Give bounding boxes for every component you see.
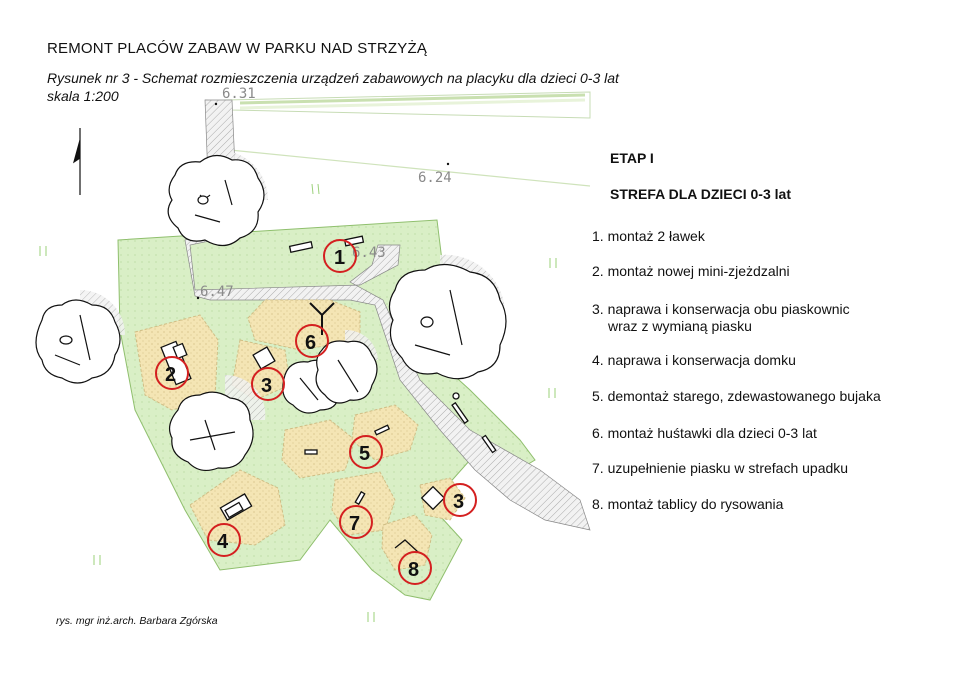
svg-text:3: 3 xyxy=(453,491,465,513)
svg-text:4: 4 xyxy=(217,531,229,553)
drawing-scale: skala 1:200 xyxy=(47,88,119,104)
rocker-5a xyxy=(305,450,317,454)
tree-lower-left xyxy=(170,392,253,470)
svg-text:7: 7 xyxy=(349,513,361,535)
elev-6-31: 6.31 xyxy=(222,86,256,102)
legend-item-2: 2. montaż nowej mini-zjeżdzalni xyxy=(592,263,790,279)
road xyxy=(205,92,590,186)
elev-6-47: 6.47 xyxy=(200,284,234,300)
svg-text:2: 2 xyxy=(165,364,177,386)
tree-top-left xyxy=(168,155,264,245)
svg-text:5: 5 xyxy=(359,443,371,465)
drawing-title: REMONT PLACÓW ZABAW W PARKU NAD STRZYŻĄ xyxy=(47,40,428,57)
legend-stage: ETAP I xyxy=(610,150,654,166)
svg-text:8: 8 xyxy=(408,559,420,581)
legend-item-8: 8. montaż tablicy do rysowania xyxy=(592,496,784,512)
svg-text:3: 3 xyxy=(261,375,273,397)
legend-item-5: 5. demontaż starego, zdewastowanego bujaka xyxy=(592,388,881,404)
tree-right xyxy=(389,264,506,378)
legend-item-6: 6. montaż huśtawki dla dzieci 0-3 lat xyxy=(592,425,817,441)
north-arrow xyxy=(74,128,80,195)
svg-text:1: 1 xyxy=(334,247,346,269)
legend-item-7: 7. uzupełnienie piasku w strefach upadku xyxy=(592,460,849,476)
svg-text:6: 6 xyxy=(305,332,317,354)
author-credit: rys. mgr inż.arch. Barbara Zgórska xyxy=(56,615,218,627)
legend-item-4: 4. naprawa i konserwacja domku xyxy=(592,352,796,368)
elev-6-43: 6.43 xyxy=(352,245,386,261)
legend-zone: STREFA DLA DZIECI 0-3 lat xyxy=(610,186,791,202)
legend-item-3: 3. naprawa i konserwacja obu piaskownic xyxy=(592,301,850,317)
legend-item-3-cont: wraz z wymianą piasku xyxy=(608,318,752,334)
elev-6-24: 6.24 xyxy=(418,170,452,186)
drawing-subtitle: Rysunek nr 3 - Schemat rozmieszczenia urządzeń zabawowych na placyku dla dzieci 0-3 lat xyxy=(47,70,619,86)
tree-left xyxy=(36,300,120,383)
legend-item-1: 1. montaż 2 ławek xyxy=(592,228,705,244)
